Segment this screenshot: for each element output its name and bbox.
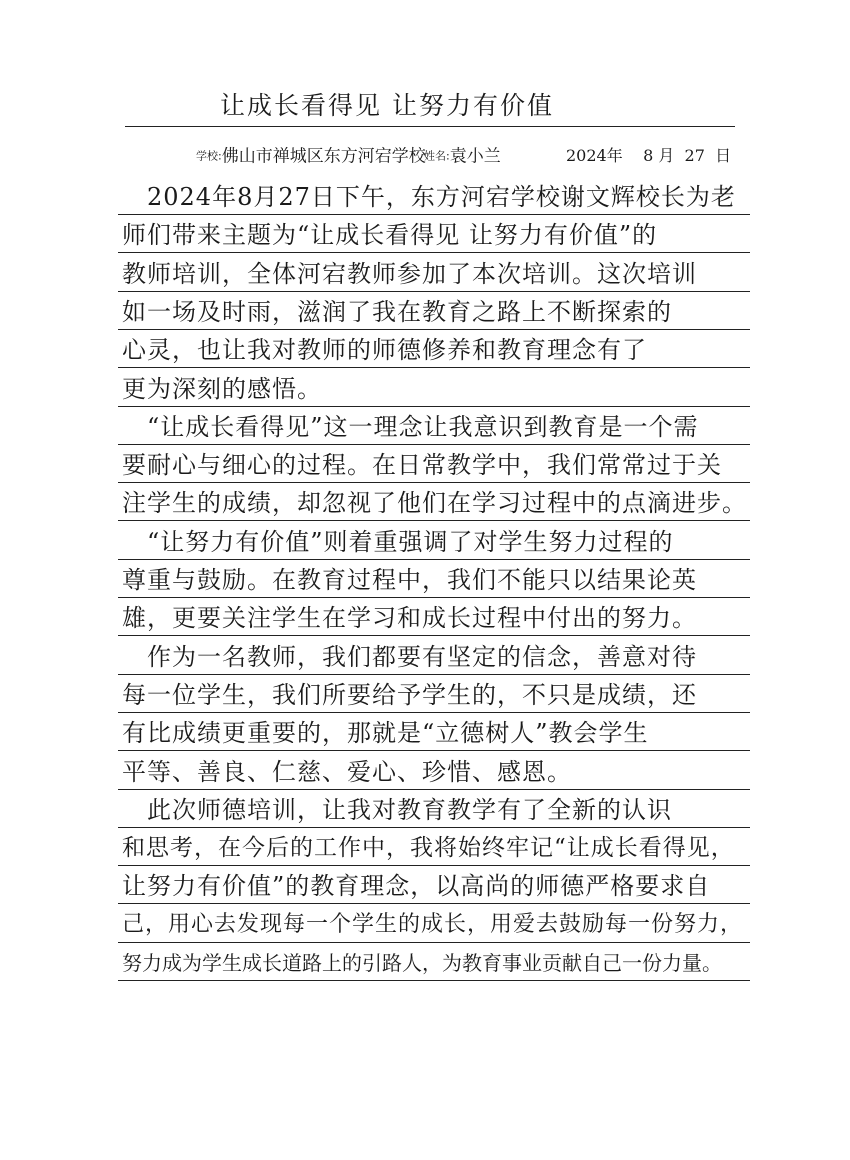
ruled-line: [118, 903, 750, 904]
ruled-line: [118, 482, 750, 483]
ruled-line: [118, 635, 750, 636]
essay-line: 和思考，在今后的工作中，我将始终牢记“让成长看得见，: [122, 835, 735, 861]
essay-line: “让努力有价值”则着重强调了对学生努力过程的: [122, 528, 674, 556]
date-month-unit: 月: [658, 146, 675, 165]
ruled-line: [118, 406, 750, 407]
essay-line: 平等、善良、仁慈、爱心、珍惜、感恩。: [122, 758, 572, 786]
date-day-unit: 日: [715, 146, 732, 165]
name-label: 姓名:: [424, 149, 450, 163]
ruled-line: [118, 520, 750, 521]
school-value: 佛山市禅城区东方河宕学校: [221, 146, 426, 167]
essay-line: 更为深刻的感悟。: [122, 375, 322, 403]
essay-line: 有比成绩更重要的，那就是“立德树人”教会学生: [122, 719, 649, 747]
essay-line: 尊重与鼓励。在教育过程中，我们不能只以结果论英: [122, 566, 697, 594]
ruled-line: [118, 444, 750, 445]
date-day: 27: [684, 146, 705, 165]
ruled-line: [118, 291, 750, 292]
essay-line: 每一位学生，我们所要给予学生的，不只是成绩，还: [122, 681, 697, 709]
school-label: 学校:: [196, 149, 222, 163]
essay-line: 教师培训，全体河宕教师参加了本次培训。这次培训: [122, 260, 697, 288]
ruled-line: [118, 865, 750, 866]
date-month: 8: [643, 146, 654, 165]
ruled-line: [118, 214, 750, 215]
essay-line: 雄，更要关注学生在学习和成长过程中付出的努力。: [122, 604, 697, 632]
essay-line: 注学生的成绩，却忽视了他们在学习过程中的点滴进步。: [122, 489, 747, 517]
ruled-line: [118, 367, 750, 368]
essay-line: 师们带来主题为“让成长看得见 让努力有价值”的: [122, 221, 658, 249]
ruled-line: [118, 789, 750, 790]
essay-line: 心灵，也让我对教师的师德修养和教育理念有了: [122, 336, 647, 364]
essay-line: 让努力有价值”的教育理念，以高尚的师德严格要求自: [122, 872, 711, 900]
essay-line: 作为一名教师，我们都要有坚定的信念，善意对待: [122, 643, 697, 671]
ruled-line: [118, 597, 750, 598]
ruled-line: [118, 980, 750, 981]
ruled-line: [118, 827, 750, 828]
essay-line: 2024年8月27日下午，东方河宕学校谢文辉校长为老: [122, 183, 736, 211]
name-value: 袁小兰: [449, 146, 501, 167]
essay-line: 此次师德培训，让我对教育教学有了全新的认识: [122, 796, 672, 824]
ruled-line: [118, 750, 750, 751]
essay-line: 努力成为学生成长道路上的引路人，为教育事业贡献自己一份力量。: [122, 951, 722, 975]
ruled-line: [118, 329, 750, 330]
ruled-line: [118, 674, 750, 675]
ruled-line: [118, 559, 750, 560]
essay-line: 要耐心与细心的过程。在日常教学中，我们常常过于关: [122, 451, 722, 479]
ruled-line: [118, 712, 750, 713]
essay-title: 让成长看得见 让努力有价值: [220, 91, 554, 120]
ruled-line: [118, 942, 750, 943]
essay-line: 己，用心去发现每一个学生的成长，用爱去鼓励每一份努力，: [122, 912, 744, 937]
date-year: 2024年: [566, 146, 623, 165]
ruled-line: [118, 252, 750, 253]
essay-line: 如一场及时雨，滋润了我在教育之路上不断探索的: [122, 298, 672, 326]
essay-line: “让成长看得见”这一理念让我意识到教育是一个需: [122, 413, 699, 441]
